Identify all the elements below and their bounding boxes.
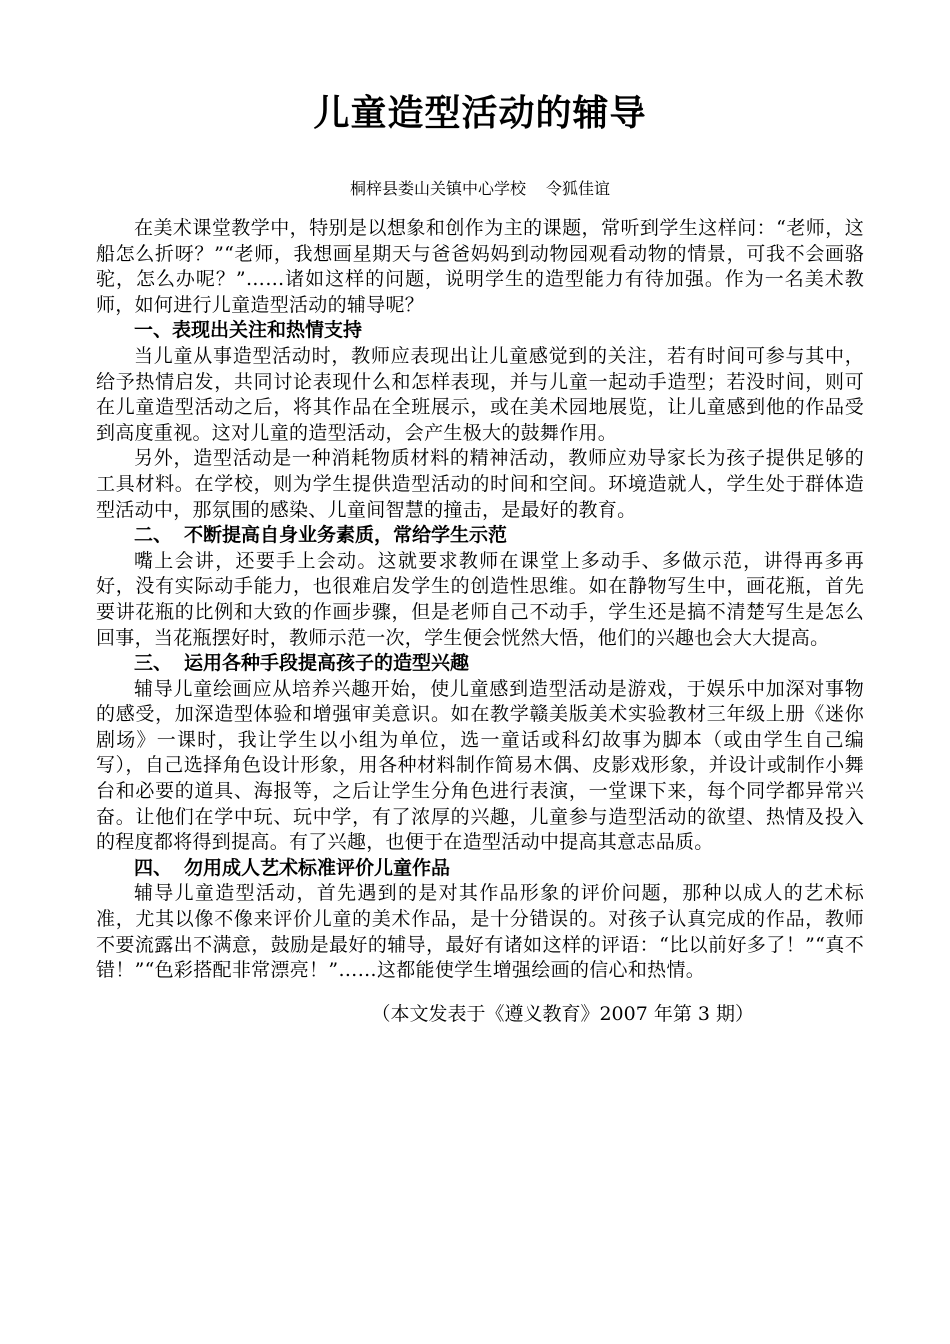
body-paragraph: 当儿童从事造型活动时，教师应表现出让儿童感觉到的关注，若有时间可参与其中，给予热情启发，共同讨论表现什么和怎样表现，并与儿童一起动手造型；若没时间，则可在儿童造型活动之后，将其作品在全班展示，或在美术园地展览，让儿童感到他的作品受到高度重视。这对儿童的造型活动，会产生极大的鼓舞作用。 xyxy=(96,344,864,444)
section-number: 二、 xyxy=(134,524,173,547)
section-1 xyxy=(96,318,864,523)
byline xyxy=(96,178,864,200)
section-heading xyxy=(96,651,864,677)
author-name: 令狐佳谊 xyxy=(546,179,611,198)
publication-note: （本文发表于《遵义教育》2007 年第 3 期） xyxy=(371,1002,754,1025)
section-heading xyxy=(96,523,864,549)
body-paragraph: 嘴上会讲，还要手上会动。这就要求教师在课堂上多动手、多做示范，讲得再多再好，没有实际动手能力，也很难启发学生的创造性思维。如在静物写生中，画花瓶，首先要讲花瓶的比例和大致的作画步骤，但是老师自己不动手，学生还是搞不清楚写生是怎么回事，当花瓶摆好时，教师示范一次，学生便会恍然大悟，他们的兴趣也会大大提高。 xyxy=(96,549,864,649)
section-heading-text: 表现出关注和热情支持 xyxy=(172,319,363,342)
body-paragraph: 辅导儿童造型活动，首先遇到的是对其作品形象的评价问题，那种以成人的艺术标准，尤其以像不像来评价儿童的美术作品，是十分错误的。对孩子认真完成的作品，教师不要流露出不满意，鼓励是最好的辅导，最好有诸如这样的评语：“比以前好多了！”“真不错！”“色彩搭配非常漂亮！”……这都能使学生增强绘画的信心和热情。 xyxy=(96,882,864,982)
section-heading-text: 运用各种手段提高孩子的造型兴趣 xyxy=(184,652,470,675)
document-page xyxy=(96,0,864,1027)
section-heading-text: 勿用成人艺术标准评价儿童作品 xyxy=(184,856,451,879)
section-2 xyxy=(96,523,864,651)
body-paragraph: 另外，造型活动是一种消耗物质材料的精神活动，教师应劝导家长为孩子提供足够的工具材料。在学校，则为学生提供造型活动的时间和空间。环境造就人，学生处于群体造型活动中，那氛围的感染、儿童间智慧的撞击，是最好的教育。 xyxy=(96,447,864,521)
section-heading xyxy=(96,856,864,882)
section-number: 四、 xyxy=(134,856,173,879)
section-3 xyxy=(96,651,864,856)
section-heading-text: 不断提高自身业务素质，常给学生示范 xyxy=(184,524,508,547)
intro-paragraph: 在美术课堂教学中，特别是以想象和创作为主的课题，常听到学生这样问：“老师，这船怎么折呀？”“老师，我想画星期天与爸爸妈妈到动物园观看动物的情景，可我不会画骆驼，怎么办呢？”……诸如这样的问题，说明学生的造型能力有待加强。作为一名美术教师，如何进行儿童造型活动的辅导呢？ xyxy=(96,217,864,316)
section-number: 一、 xyxy=(134,319,173,342)
body-paragraph: 辅导儿童绘画应从培养兴趣开始，使儿童感到造型活动是游戏，于娱乐中加深对事物的感受，加深造型体验和增强审美意识。如在教学赣美版美术实验教材三年级上册《迷你剧场》一课时，我让学生以小组为单位，选一童话或科幻故事为脚本（或由学生自己编写），自己选择角色设计形象，用各种材料制作简易木偶、皮影戏形象，并设计或制作小舞台和必要的道具、海报等，之后让学生分角色进行表演，一堂课下来，每个同学都异常兴奋。让他们在学中玩、玩中学，有了浓厚的兴趣，儿童参与造型活动的欲望、热情及投入的程度都将得到提高。有了兴趣，也便于在造型活动中提高其意志品质。 xyxy=(96,677,864,854)
author-school: 桐梓县娄山关镇中心学校 xyxy=(349,179,526,198)
section-4 xyxy=(96,856,864,984)
section-number: 三、 xyxy=(134,652,173,675)
section-heading xyxy=(96,318,864,344)
page-title: 儿童造型活动的辅导 xyxy=(313,93,647,134)
